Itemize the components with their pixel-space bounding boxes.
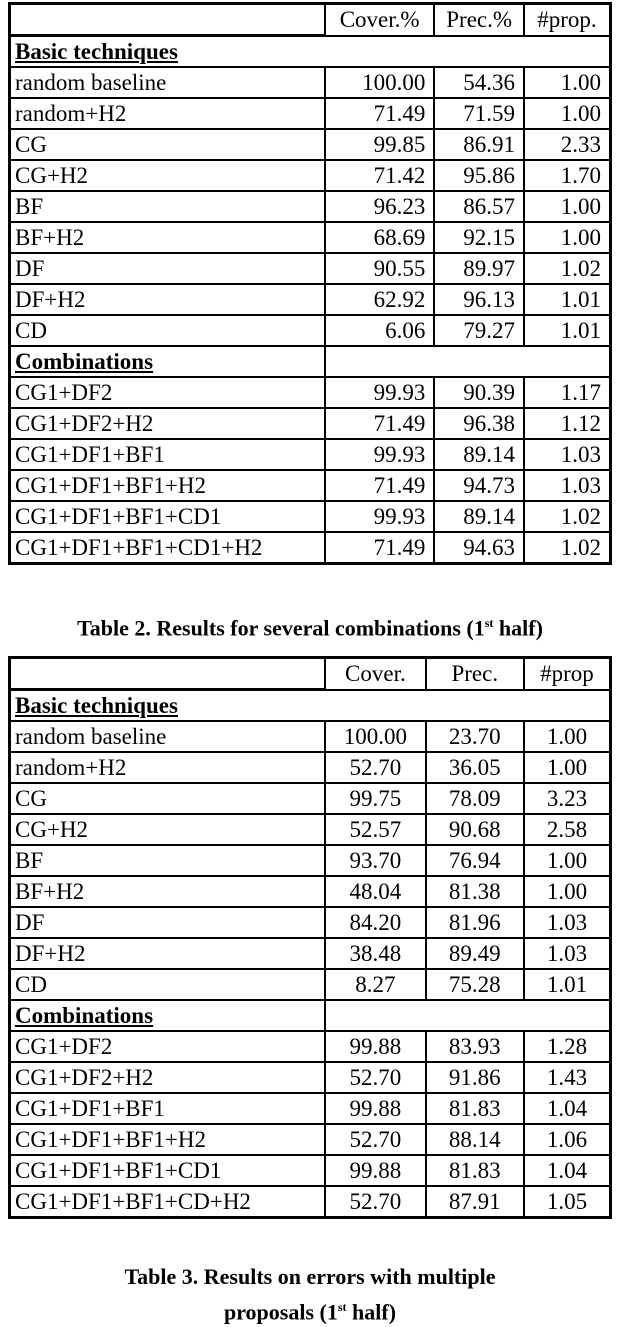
technique-cell: CG1+DF1+BF1+H2 bbox=[10, 470, 325, 501]
value-cell: 94.73 bbox=[434, 470, 524, 501]
empty-corner bbox=[10, 4, 325, 36]
value-cell: 89.14 bbox=[434, 501, 524, 532]
table-row bbox=[10, 222, 611, 253]
value-cell: 81.83 bbox=[426, 1155, 524, 1186]
value-cell: 6.06 bbox=[325, 315, 434, 346]
table-row bbox=[10, 1186, 611, 1218]
value-cell: 36.05 bbox=[426, 752, 524, 783]
value-cell: 86.57 bbox=[434, 191, 524, 222]
table-row bbox=[10, 1124, 611, 1155]
value-cell: 94.63 bbox=[434, 532, 524, 564]
technique-cell: CG1+DF1+BF1+CD+H2 bbox=[10, 1186, 326, 1218]
value-cell: 38.48 bbox=[325, 938, 425, 969]
value-cell: 1.04 bbox=[524, 1155, 611, 1186]
value-cell: 71.49 bbox=[325, 470, 434, 501]
technique-cell: DF bbox=[10, 253, 325, 284]
section-blank bbox=[325, 346, 611, 377]
technique-cell: CG1+DF2 bbox=[10, 377, 325, 408]
table-3-caption-line2: proposals (1st half) bbox=[223, 1299, 397, 1325]
value-cell: 96.13 bbox=[434, 284, 524, 315]
technique-cell: CG1+DF2+H2 bbox=[10, 1062, 326, 1093]
value-cell: 52.70 bbox=[325, 1186, 425, 1218]
value-cell: 1.00 bbox=[524, 67, 611, 98]
table-row bbox=[10, 1155, 611, 1186]
value-cell: 87.91 bbox=[426, 1186, 524, 1218]
table-row bbox=[10, 938, 611, 969]
value-cell: 1.12 bbox=[524, 408, 611, 439]
table-row bbox=[10, 315, 611, 346]
value-cell: 1.17 bbox=[524, 377, 611, 408]
section-blank bbox=[325, 1000, 610, 1031]
technique-cell: CG1+DF1+BF1+H2 bbox=[10, 1124, 326, 1155]
value-cell: 99.75 bbox=[325, 783, 425, 814]
table-row bbox=[10, 67, 611, 98]
technique-cell: CG bbox=[10, 783, 326, 814]
value-cell: 52.57 bbox=[325, 814, 425, 845]
table-row bbox=[10, 969, 611, 1000]
value-cell: 99.93 bbox=[325, 377, 434, 408]
technique-cell: CG1+DF1+BF1 bbox=[10, 1093, 326, 1124]
value-cell: 71.49 bbox=[325, 98, 434, 129]
value-cell: 90.68 bbox=[426, 814, 524, 845]
value-cell: 52.70 bbox=[325, 1062, 425, 1093]
value-cell: 75.28 bbox=[426, 969, 524, 1000]
value-cell: 84.20 bbox=[325, 907, 425, 938]
value-cell: 1.00 bbox=[524, 191, 611, 222]
technique-cell: BF bbox=[10, 845, 326, 876]
value-cell: 92.15 bbox=[434, 222, 524, 253]
value-cell: 99.88 bbox=[325, 1031, 425, 1062]
value-cell: 1.02 bbox=[524, 532, 611, 564]
column-header: Prec.% bbox=[434, 4, 524, 36]
value-cell: 1.03 bbox=[524, 470, 611, 501]
value-cell: 89.49 bbox=[426, 938, 524, 969]
value-cell: 1.02 bbox=[524, 253, 611, 284]
table-row bbox=[10, 377, 611, 408]
technique-cell: random+H2 bbox=[10, 98, 325, 129]
value-cell: 68.69 bbox=[325, 222, 434, 253]
value-cell: 1.06 bbox=[524, 1124, 611, 1155]
technique-cell: BF+H2 bbox=[10, 222, 325, 253]
technique-cell: CG1+DF1+BF1+CD1 bbox=[10, 1155, 326, 1186]
table-row bbox=[10, 845, 611, 876]
value-cell: 1.00 bbox=[524, 845, 611, 876]
value-cell: 1.03 bbox=[524, 439, 611, 470]
value-cell: 23.70 bbox=[426, 721, 524, 752]
value-cell: 96.23 bbox=[325, 191, 434, 222]
technique-cell: DF+H2 bbox=[10, 938, 326, 969]
empty-corner bbox=[10, 658, 326, 690]
technique-cell: CG1+DF1+BF1+CD1 bbox=[10, 501, 325, 532]
value-cell: 1.03 bbox=[524, 907, 611, 938]
technique-cell: DF+H2 bbox=[10, 284, 325, 315]
table-3-caption: Table 3. Results on errors with multiple bbox=[124, 1264, 496, 1289]
column-header: #prop. bbox=[524, 4, 611, 36]
column-header: Cover.% bbox=[325, 4, 434, 36]
technique-cell: CD bbox=[10, 315, 325, 346]
technique-cell: DF bbox=[10, 907, 326, 938]
value-cell: 1.43 bbox=[524, 1062, 611, 1093]
value-cell: 93.70 bbox=[325, 845, 425, 876]
value-cell: 1.03 bbox=[524, 938, 611, 969]
technique-cell: random+H2 bbox=[10, 752, 326, 783]
header-row bbox=[10, 658, 611, 690]
value-cell: 3.23 bbox=[524, 783, 611, 814]
table-row bbox=[10, 98, 611, 129]
value-cell: 88.14 bbox=[426, 1124, 524, 1155]
value-cell: 1.00 bbox=[524, 222, 611, 253]
value-cell: 95.86 bbox=[434, 160, 524, 191]
value-cell: 52.70 bbox=[325, 752, 425, 783]
value-cell: 99.85 bbox=[325, 129, 434, 160]
value-cell: 100.00 bbox=[325, 721, 425, 752]
table-row bbox=[10, 160, 611, 191]
value-cell: 76.94 bbox=[426, 845, 524, 876]
value-cell: 1.01 bbox=[524, 969, 611, 1000]
table-row bbox=[10, 501, 611, 532]
value-cell: 1.00 bbox=[524, 752, 611, 783]
column-header: #prop bbox=[524, 658, 611, 690]
value-cell: 1.00 bbox=[524, 721, 611, 752]
value-cell: 1.01 bbox=[524, 284, 611, 315]
value-cell: 96.38 bbox=[434, 408, 524, 439]
column-header: Cover. bbox=[325, 658, 425, 690]
table-row bbox=[10, 814, 611, 845]
section-title: Basic techniques bbox=[10, 690, 611, 722]
value-cell: 1.70 bbox=[524, 160, 611, 191]
value-cell: 78.09 bbox=[426, 783, 524, 814]
table-row bbox=[10, 470, 611, 501]
value-cell: 54.36 bbox=[434, 67, 524, 98]
table-row bbox=[10, 253, 611, 284]
value-cell: 90.39 bbox=[434, 377, 524, 408]
technique-cell: CG1+DF2+H2 bbox=[10, 408, 325, 439]
table-2 bbox=[8, 2, 612, 565]
value-cell: 89.14 bbox=[434, 439, 524, 470]
value-cell: 100.00 bbox=[325, 67, 434, 98]
section-row bbox=[10, 346, 611, 377]
value-cell: 99.93 bbox=[325, 501, 434, 532]
table-row bbox=[10, 907, 611, 938]
value-cell: 71.59 bbox=[434, 98, 524, 129]
value-cell: 86.91 bbox=[434, 129, 524, 160]
column-header: Prec. bbox=[426, 658, 524, 690]
value-cell: 83.93 bbox=[426, 1031, 524, 1062]
value-cell: 99.88 bbox=[325, 1155, 425, 1186]
table-row bbox=[10, 439, 611, 470]
table-row bbox=[10, 191, 611, 222]
value-cell: 79.27 bbox=[434, 315, 524, 346]
header-row bbox=[10, 4, 611, 36]
table-row bbox=[10, 1031, 611, 1062]
value-cell: 1.02 bbox=[524, 501, 611, 532]
table-2-caption: Table 2. Results for several combinations (1st half) bbox=[77, 615, 543, 641]
value-cell: 81.96 bbox=[426, 907, 524, 938]
technique-cell: BF bbox=[10, 191, 325, 222]
value-cell: 89.97 bbox=[434, 253, 524, 284]
table-row bbox=[10, 721, 611, 752]
technique-cell: CG+H2 bbox=[10, 814, 326, 845]
table-row bbox=[10, 532, 611, 564]
value-cell: 1.00 bbox=[524, 876, 611, 907]
section-title: Basic techniques bbox=[10, 36, 611, 68]
value-cell: 1.05 bbox=[524, 1186, 611, 1218]
value-cell: 52.70 bbox=[325, 1124, 425, 1155]
value-cell: 2.58 bbox=[524, 814, 611, 845]
value-cell: 81.83 bbox=[426, 1093, 524, 1124]
table-3 bbox=[8, 656, 612, 1219]
value-cell: 1.00 bbox=[524, 98, 611, 129]
section-row bbox=[10, 690, 611, 722]
technique-cell: random baseline bbox=[10, 721, 326, 752]
table-row bbox=[10, 284, 611, 315]
section-title: Combinations bbox=[10, 1000, 326, 1031]
table-row bbox=[10, 783, 611, 814]
technique-cell: BF+H2 bbox=[10, 876, 326, 907]
technique-cell: CG bbox=[10, 129, 325, 160]
value-cell: 71.49 bbox=[325, 532, 434, 564]
value-cell: 91.86 bbox=[426, 1062, 524, 1093]
value-cell: 1.01 bbox=[524, 315, 611, 346]
value-cell: 48.04 bbox=[325, 876, 425, 907]
value-cell: 1.04 bbox=[524, 1093, 611, 1124]
technique-cell: random baseline bbox=[10, 67, 325, 98]
technique-cell: CD bbox=[10, 969, 326, 1000]
section-title: Combinations bbox=[10, 346, 325, 377]
value-cell: 81.38 bbox=[426, 876, 524, 907]
section-row bbox=[10, 1000, 611, 1031]
value-cell: 71.42 bbox=[325, 160, 434, 191]
table-row bbox=[10, 876, 611, 907]
technique-cell: CG+H2 bbox=[10, 160, 325, 191]
value-cell: 62.92 bbox=[325, 284, 434, 315]
table-row bbox=[10, 1093, 611, 1124]
value-cell: 99.88 bbox=[325, 1093, 425, 1124]
value-cell: 1.28 bbox=[524, 1031, 611, 1062]
value-cell: 99.93 bbox=[325, 439, 434, 470]
technique-cell: CG1+DF2 bbox=[10, 1031, 326, 1062]
value-cell: 71.49 bbox=[325, 408, 434, 439]
technique-cell: CG1+DF1+BF1 bbox=[10, 439, 325, 470]
table-row bbox=[10, 1062, 611, 1093]
table-row bbox=[10, 752, 611, 783]
value-cell: 2.33 bbox=[524, 129, 611, 160]
value-cell: 90.55 bbox=[325, 253, 434, 284]
table-row bbox=[10, 129, 611, 160]
section-row bbox=[10, 36, 611, 68]
value-cell: 8.27 bbox=[325, 969, 425, 1000]
technique-cell: CG1+DF1+BF1+CD1+H2 bbox=[10, 532, 325, 564]
table-row bbox=[10, 408, 611, 439]
